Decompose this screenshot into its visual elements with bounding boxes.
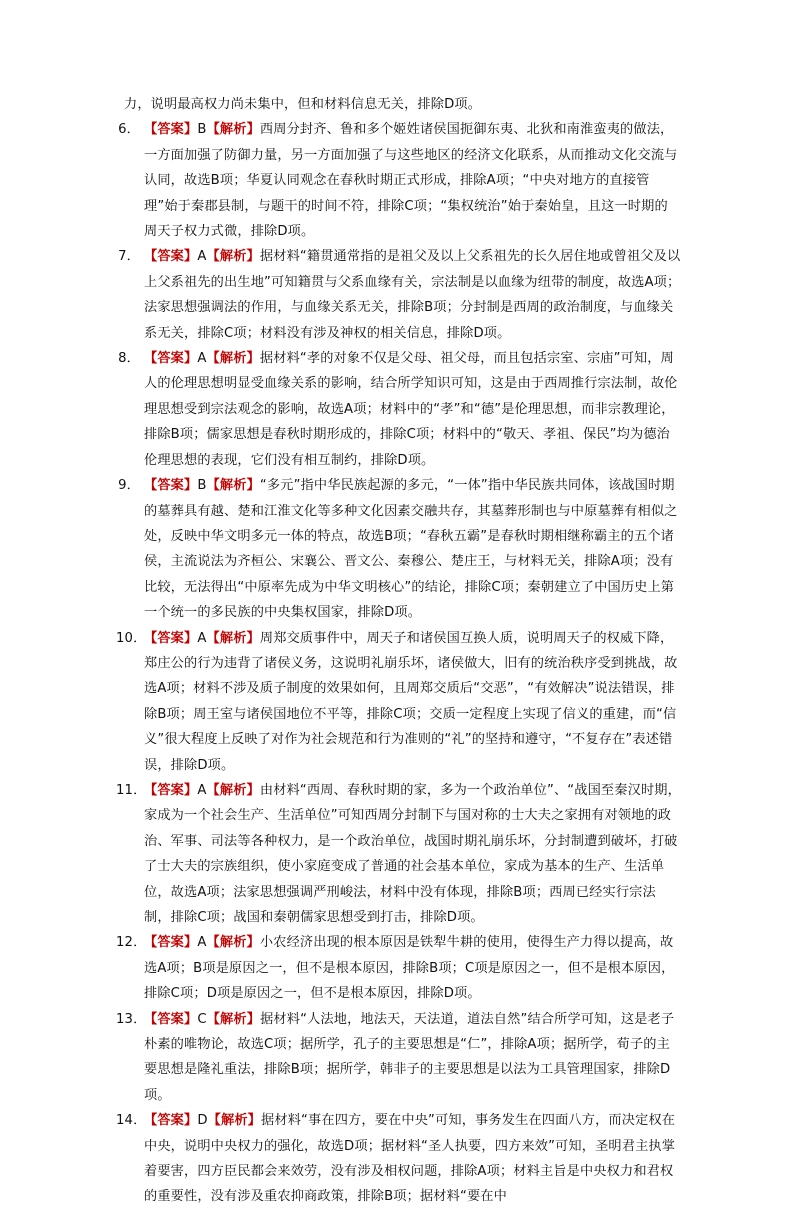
question-number: 14． [116,1113,147,1129]
analysis-text: “多元”指中华民族起源的多元，“一体”指中华民族共同体，该战国时期的墓葬具有越、楚和江淮文化等多种文化因素交融共存，其墓葬形制也与中原墓葬有相似之处，反映中华文明多元一体的特点，故选B项；“春秋五霸”是春秋时期相继称霸主的五个诸侯，主流说法为齐桓公、宋襄公、晋文公、秦穆公、楚庄王，与材料无关，排除A项；没有比较，无法得出“中原率先成为中华文明核心”的结论，排除C项；秦朝建立了中国历史上第一个统一的多民族的中央集权国家，排除D项。 [144,478,678,621]
answer-letter: A [197,935,207,951]
answer-letter: A [197,351,207,367]
explanation-item [116,930,681,1006]
explanation-item [116,346,681,473]
question-number: 12． [116,935,147,951]
explanation-item [116,778,681,930]
answer-tag: 【答案】 [144,478,198,494]
answer-letter: A [197,630,207,646]
answer-letter: B [197,478,207,494]
answer-tag: 【答案】 [144,935,198,951]
question-number: 10． [116,630,147,646]
answer-letter: A [197,249,207,265]
explanation-list [116,117,681,1209]
answer-tag: 【答案】 [144,351,198,367]
analysis-tag: 【解析】 [206,630,260,646]
analysis-text: 据材料“人法地，地法天，天法道，道法自然”结合所学可知，这是老子朴素的唯物论，故选C项；据所学，孔子的主要思想是“仁”，排除A项；据所学，荀子的主要思想是隆礼重法，排除B项；据所学，韩非子的主要思想是以法为工具管理国家，排除D项。 [144,1011,675,1103]
continuation-text: 力，说明最高权力尚未集中，但和材料信息无关，排除D项。 [124,97,482,112]
answer-explanations [116,92,681,1210]
answer-tag: 【答案】 [144,249,198,265]
question-number: 7． [118,249,140,265]
answer-tag: 【答案】 [144,122,198,138]
analysis-tag: 【解析】 [206,122,260,138]
analysis-tag: 【解析】 [206,782,260,798]
question-number: 8． [118,351,140,367]
explanation-item [116,473,681,625]
analysis-text: 西周分封齐、鲁和多个姬姓诸侯国扼御东夷、北狄和南淮蛮夷的做法，一方面加强了防御力量，另一方面加强了与这些地区的经济文化联系，从而推动文化交流与认同，故选B项；华夏认同观念在春秋时期正式形成，排除A项；“中央对地方的直接管理”始于秦郡县制，与题干的时间不符，排除C项；“集权统治”始于秦始皇，且这一时期的周天子权力式微，排除D项。 [144,122,678,240]
explanation-item [116,244,681,346]
analysis-text: 据材料“孝的对象不仅是父母、祖父母，而且包括宗室、宗庙”可知，周人的伦理思想明显受血缘关系的影响，结合所学知识可知，这是由于西周推行宗法制，故伦理思想受到宗法观念的影响，故选A项；材料中的“孝”和“德”是伦理思想，而非宗教理论，排除B项；儒家思想是春秋时期形成的，排除C项；材料中的“敬天、孝祖、保民”均为德治伦理思想的表现，它们没有相互制约，排除D项。 [144,351,678,468]
answer-tag: 【答案】 [144,1113,198,1129]
explanation-item [116,626,681,778]
analysis-tag: 【解析】 [206,935,260,951]
answer-tag: 【答案】 [144,630,198,646]
question-number: 6． [118,122,140,138]
explanation-item [116,1108,681,1210]
analysis-text: 周郑交质事件中，周天子和诸侯国互换人质，说明周天子的权威下降，郑庄公的行为违背了诸侯义务，这说明礼崩乐坏，诸侯做大，旧有的统治秩序受到挑战，故选A项；材料不涉及质子制度的效果如何，且周郑交质后“交恶”，“有效解决”说法错误，排除B项；周王室与诸侯国地位不平等，排除C项；交质一定程度上实现了信义的重建，而“信义”很大程度上反映了对作为社会规范和行为准则的“礼”的坚持和遵守，“不复存在”表述错误，排除D项。 [144,630,678,773]
answer-letter: B [197,122,207,138]
question-number: 9． [118,478,140,494]
question-number: 11． [116,782,147,798]
analysis-text: 由材料“西周、春秋时期的家，多为一个政治单位”、“战国至秦汉时期，家成为一个社会生产、生活单位”可知西周分封制下与国对称的士大夫之家拥有对领地的政治、军事、司法等各种权力，是一个政治单位，战国时期礼崩乐坏，分封制遭到破坏，打破了士大夫的宗族组织，使小家庭变成了普通的社会基本单位，家成为基本的生产、生活单位，故选A项；法家思想强调严刑峻法，材料中没有体现，排除B项；西周已经实行宗法制，排除C项；战国和秦朝儒家思想受到打击，排除D项。 [144,782,681,925]
analysis-tag: 【解析】 [206,1011,261,1027]
answer-letter: C [197,1011,207,1027]
analysis-text: 据材料“事在四方，要在中央”可知，事务发生在四面八方，而决定权在中央，说明中央权力的强化，故选D项；据材料“圣人执要，四方来效”可知，圣明君主执掌着要害，四方臣民都会来效劳，没有涉及相权问题，排除A项；材料主旨是中央权力和君权的重要性，没有涉及重农抑商政策，排除B项；据材料“要在中 [144,1113,676,1205]
answer-letter: A [197,782,207,798]
analysis-tag: 【解析】 [206,351,260,367]
explanation-item [116,1007,681,1109]
analysis-tag: 【解析】 [206,249,260,265]
analysis-text: 据材料“籍贯通常指的是祖父及以上父系祖先的长久居住地或曾祖父及以上父系祖先的出生地”可知籍贯与父系血缘有关，宗法制是以血缘为纽带的制度，故选A项；法家思想强调法的作用，与血缘关系无关，排除B项；分封制是西周的政治制度，与血缘关系无关，排除C项；材料没有涉及神权的相关信息，排除D项。 [144,249,681,341]
question-number: 13． [116,1011,147,1027]
explanation-item [116,117,681,244]
analysis-tag: 【解析】 [207,1113,262,1129]
analysis-text: 小农经济出现的根本原因是铁犁牛耕的使用，使得生产力得以提高，故选A项；B项是原因之一，但不是根本原因，排除B项；C项是原因之一，但不是根本原因，排除C项；D项是原因之一，但不是根本原因，排除D项。 [144,935,675,1002]
answer-letter: D [197,1113,208,1129]
answer-tag: 【答案】 [144,1011,198,1027]
analysis-tag: 【解析】 [206,478,260,494]
answer-tag: 【答案】 [144,782,198,798]
